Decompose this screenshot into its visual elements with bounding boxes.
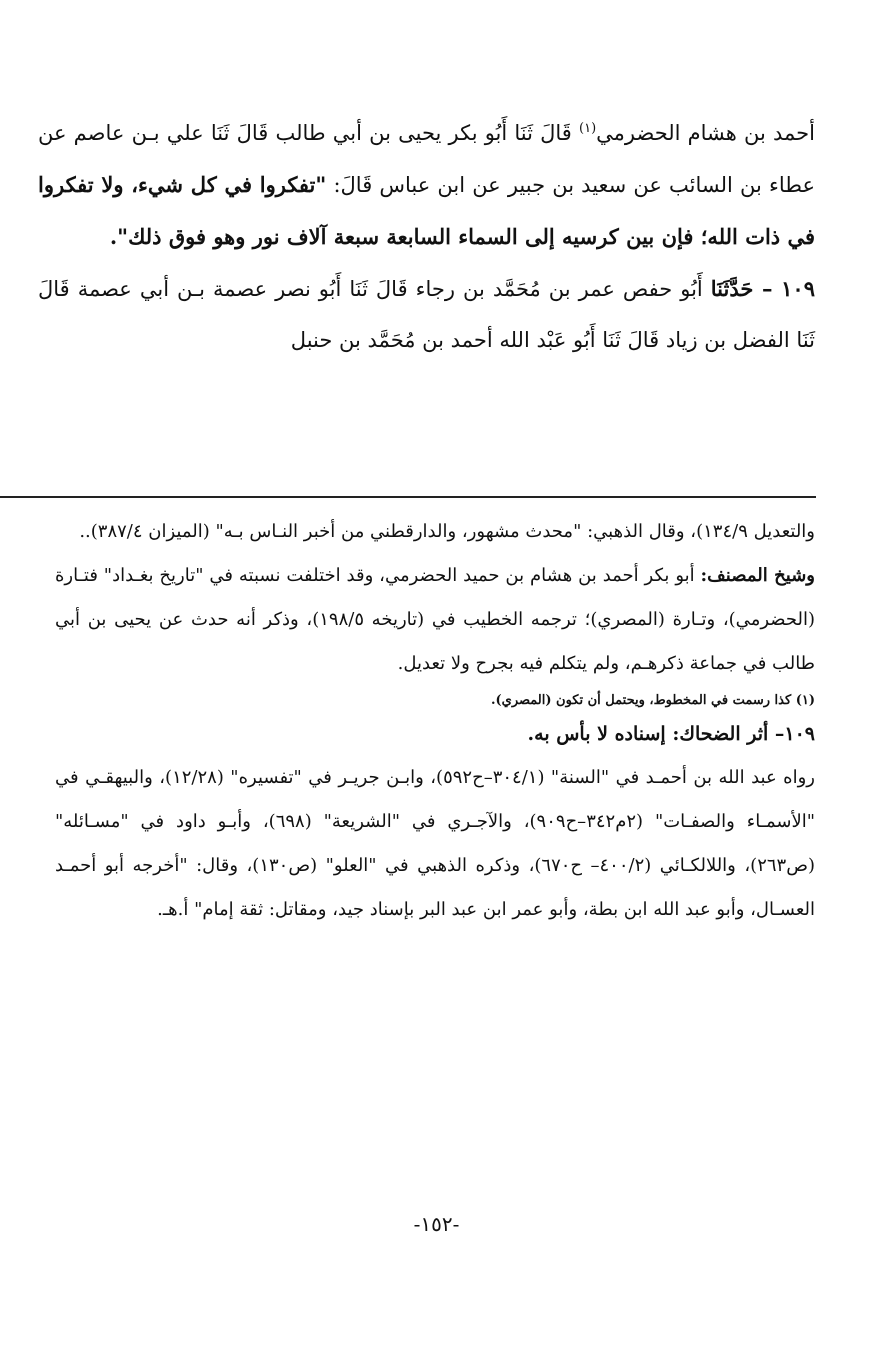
main-paragraph-1: [38, 108, 815, 263]
chain-text-2: أَبُو حفص عمر بن مُحَمَّد بن رجاء قَالَ ثَنَا أَبُو نصر عصمة بـن أبي عصمة قَالَ ثَنَا الفضل بن زياد قَالَ ثَنَا أَبُو عَبْد الله أحمد بن مُحَمَّد بن حنبل: [38, 277, 815, 352]
footnotes: [55, 510, 815, 932]
main-text: [38, 108, 815, 366]
footnote-divider: [0, 496, 816, 498]
hadith-number: ١٠٩ – حَدَّثَنَا: [710, 276, 815, 301]
page-number: -١٥٢-: [413, 1212, 460, 1236]
footnote-paragraph-2-text: أبو بكر أحمد بن هشام بن حميد الحضرمي، وقد اختلفت نسبته في "تاريخ بغـداد" فتـارة (الحضرمي)، وتـارة (المصري)؛ ترجمه الخطيب في (تاريخه ١٩٨/٥)، وذكر أنه حدث عن يحيى بن أبي طالب في جماعة ذكرهـم، ولم يتكلم فيه بجرح ولا تعديل.: [55, 565, 815, 674]
chain-text: قَالَ ثَنَا أَبُو بكر يحيى بن أبي طالب قَالَ ثَنَا علي بـن عاصم عن عطاء بن السائب عن سعيد بن جبير عن ابن عباس قَالَ:: [38, 121, 815, 197]
footnote-paragraph-2: [55, 554, 815, 686]
athar-heading: ١٠٩– أثر الضحاك: إسناده لا بأس به.: [527, 723, 815, 745]
quoted-saying: "تفكروا في كل شيء، ولا تفكروا في ذات الله؛ فإن بين كرسيه إلى السماء السابعة سبعة آلاف نور وهو فوق ذلك".: [38, 172, 815, 249]
athar-body: رواه عبد الله بن أحمـد في "السنة" (٣٠٤/١–ح٥٩٢)، وابـن جريـر في "تفسيره" (١٢/٢٨)، والبيهقـي في "الأسمـاء والصفـات" (٢م٣٤٢–ح٩٠٩)، والآجـري في "الشريعة" (٦٩٨)، وأبـو داود في "مسـائله" (ص٢٦٣)، واللالكـائي (٤٠٠/٢– ح٦٧٠)، وذكره الذهبي في "العلو" (ص١٣٠)، وقال: "أخرجه أبو أحمـد العسـال، وأبو عبد الله ابن بطة، وأبو عمر ابن عبد البر بإسناد جيد، ومقاتل: ثقة إمام" أ.هـ.: [55, 767, 815, 920]
main-paragraph-2: [38, 263, 815, 366]
footnote-paragraph-1: والتعديل ١٣٤/٩)، وقال الذهبي: "محدث مشهور، والدارقطني من أخبر النـاس بـه" (الميزان ٣٨٧/٤)..: [79, 521, 815, 542]
footnote-reference: (١): [579, 121, 597, 136]
footnote-note-1: (١) كذا رسمت في المخطوط، ويحتمل أن تكون (المصري).: [490, 693, 815, 708]
narrator-text: أحمد بن هشام الحضرمي: [596, 121, 815, 145]
footnote-label: وشيخ المصنف:: [700, 565, 815, 586]
